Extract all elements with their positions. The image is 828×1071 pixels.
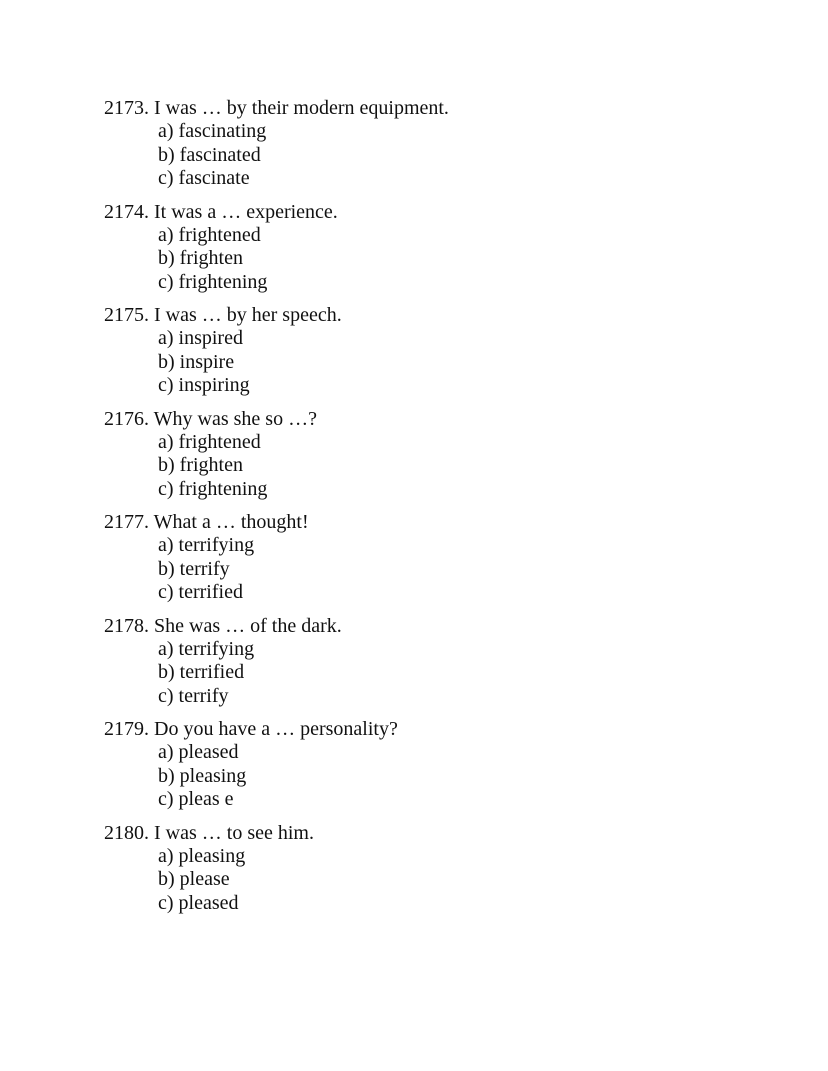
option-b: b) frighten <box>158 454 243 476</box>
option-list <box>104 741 784 812</box>
option-c: c) frightening <box>158 477 268 500</box>
question-2174 <box>104 201 784 295</box>
question-text: 2179. Do you have a … personality? <box>104 718 398 740</box>
question-2176 <box>104 408 784 502</box>
option-c: c) pleased <box>158 891 239 914</box>
option-list <box>104 120 784 191</box>
option-list <box>104 327 784 398</box>
option-a: a) terrifying <box>158 637 255 660</box>
option-b: b) terrified <box>158 661 245 683</box>
option-c: c) terrified <box>158 581 243 603</box>
question-2179 <box>104 718 784 812</box>
option-a: a) fascinating <box>158 120 267 142</box>
option-c: c) pleas e <box>158 788 234 810</box>
option-a: a) frightened <box>158 223 261 246</box>
document-page <box>104 97 784 925</box>
question-2173 <box>104 97 784 191</box>
option-a: a) frightened <box>158 430 261 453</box>
option-b: b) terrify <box>158 557 230 580</box>
option-c: c) inspiring <box>158 374 250 396</box>
question-text: 2175. I was … by her speech. <box>104 304 342 326</box>
question-text: 2173. I was … by their modern equipment. <box>104 97 449 119</box>
option-a: a) terrifying <box>158 534 255 556</box>
option-c: c) fascinate <box>158 167 250 189</box>
option-a: a) pleasing <box>158 844 246 867</box>
option-b: b) pleasing <box>158 764 247 787</box>
option-list <box>104 638 784 709</box>
option-a: a) pleased <box>158 741 239 763</box>
option-b: b) frighten <box>158 247 243 269</box>
question-2175 <box>104 304 784 398</box>
option-c: c) frightening <box>158 270 268 293</box>
question-text: 2177. What a … thought! <box>104 511 309 533</box>
question-text: 2176. Why was she so …? <box>104 407 317 430</box>
question-2177 <box>104 511 784 605</box>
question-text: 2178. She was … of the dark. <box>104 614 342 637</box>
option-b: b) please <box>158 868 230 890</box>
option-list <box>104 534 784 605</box>
question-text: 2174. It was a … experience. <box>104 200 338 223</box>
option-c: c) terrify <box>158 684 229 707</box>
option-a: a) inspired <box>158 327 243 349</box>
option-b: b) inspire <box>158 350 235 373</box>
question-2178 <box>104 615 784 709</box>
option-list <box>104 431 784 502</box>
option-b: b) fascinated <box>158 143 261 166</box>
option-list <box>104 845 784 916</box>
question-2180 <box>104 822 784 916</box>
question-text: 2180. I was … to see him. <box>104 821 314 844</box>
option-list <box>104 224 784 295</box>
